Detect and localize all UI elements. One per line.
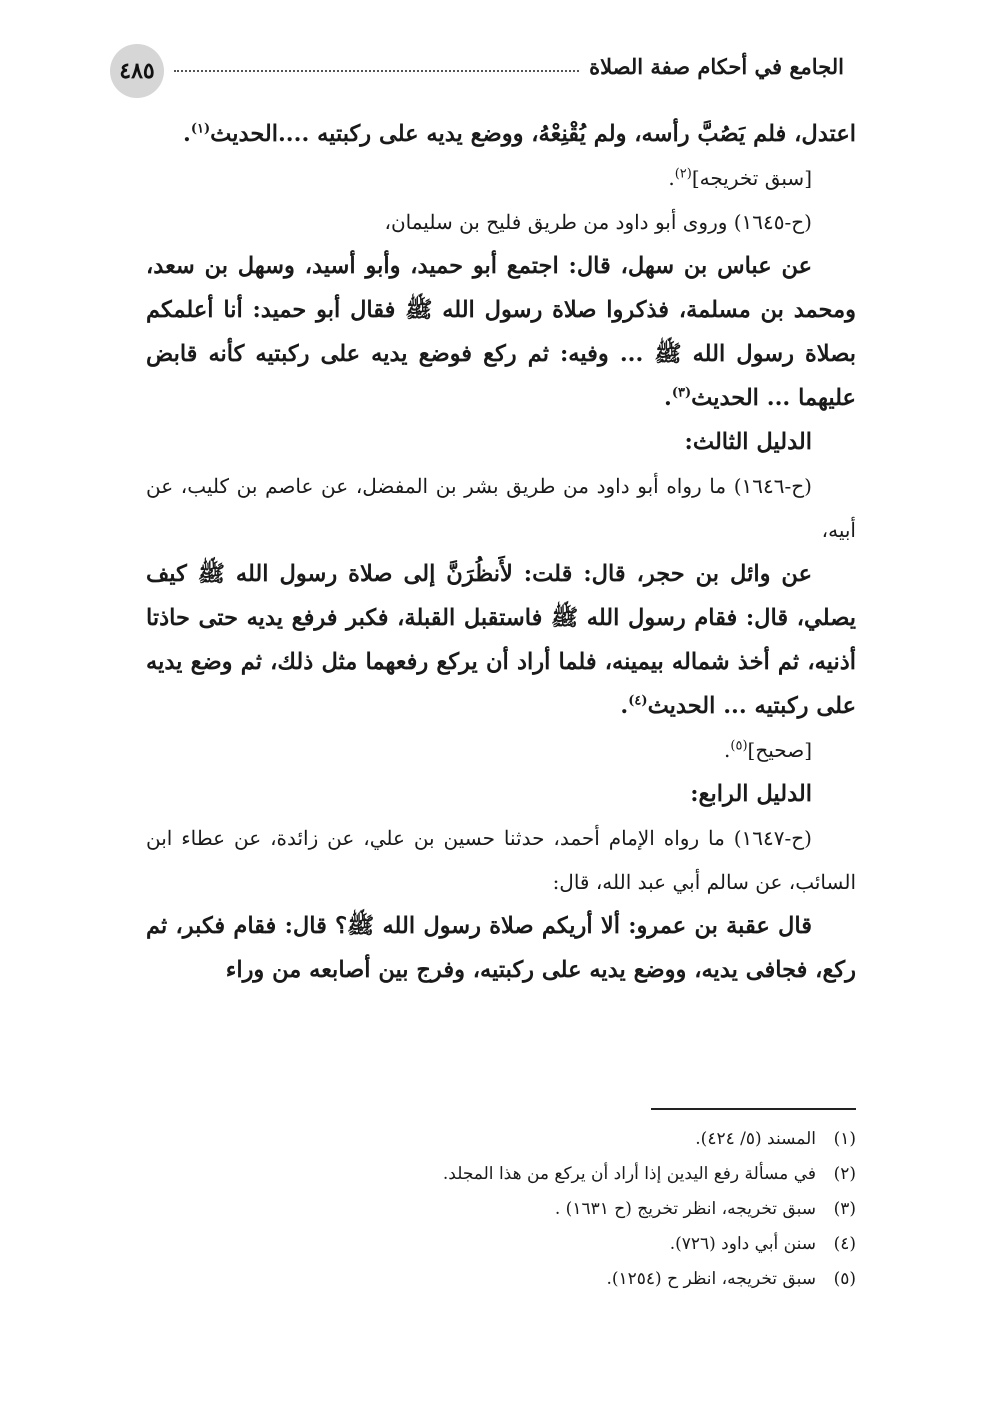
footnote-separator xyxy=(651,1108,856,1110)
footnote-1: (١)المسند (٥/ ٤٢٤). xyxy=(695,1129,856,1149)
body-text xyxy=(146,112,856,992)
footnotes xyxy=(146,1108,856,1297)
footnote-5: (٥)سبق تخريجه، انظر ح (١٢٥٤). xyxy=(606,1269,856,1289)
paragraph-narration-1645: (ح-١٦٤٥) وروى أبو داود من طريق فليح بن سليمان، xyxy=(384,210,812,234)
book-title: الجامع في أحكام صفة الصلاة xyxy=(589,54,844,79)
footnote-3: (٣)سبق تخريجه، انظر تخريج (ح ١٦٣١) . xyxy=(554,1199,856,1219)
footnote-ref-1: (١) xyxy=(190,121,211,137)
footnote-ref-2: (٢) xyxy=(674,166,692,182)
paragraph-hadith-wail: عن وائل بن حجر، قال: قلت: لأَنظُرَنَّ إلى صلاة رسول الله ﷺ كيف يصلي، قال: فقام رسول الله ﷺ فاستقبل القبلة، فكبر فرفع يديه حتى حاذتا أذنيه، ثم أخذ شماله بيمينه، فلما أراد أن يركع رفعهما مثل ذلك، ثم وضع يديه على ركبتيه ... الحديث$^{(٤)}$. xyxy=(146,561,856,719)
footnote-ref-3: (٣) xyxy=(671,385,692,401)
running-header xyxy=(164,54,844,79)
page-number: ٤٨٥ xyxy=(110,44,164,98)
paragraph-hadith-uqba: قال عقبة بن عمرو: ألا أريكم صلاة رسول الله ﷺ؟ قال: فقام فكبر، ثم ركع، فجافى يديه، ووضع يديه على ركبتيه، وفرج بين أصابعه من وراء xyxy=(146,913,856,983)
paragraph-narration-1646: (ح-١٦٤٦) ما رواه أبو داود من طريق بشر بن المفضل، عن عاصم بن كليب، عن أبيه، xyxy=(146,474,856,542)
footnote-ref-5: (٥) xyxy=(730,738,748,754)
footnote-2: (٢)في مسألة رفع اليدين إذا أراد أن يركع من هذا المجلد. xyxy=(442,1164,856,1184)
paragraph-narration-1647: (ح-١٦٤٧) ما رواه الإمام أحمد، حدثنا حسين بن علي، عن زائدة، عن عطاء ابن السائب، عن سالم أبي عبد الله، قال: xyxy=(146,826,856,894)
paragraph-takhrij-ref: [سبق تخريجه]$^{(٢)}$. xyxy=(668,166,812,190)
footnote-ref-4: (٤) xyxy=(628,693,648,709)
paragraph-hadith-abbas: عن عباس بن سهل، قال: اجتمع أبو حميد، وأبو أسيد، وسهل بن سعد، ومحمد بن مسلمة، فذكروا صلاة رسول الله ﷺ فقال أبو حميد: أنا أعلمكم بصلاة رسول الله ﷺ ... وفيه: ثم ركع فوضع يديه على ركبتيه كأنه قابض عليهما ... الحديث$^{(٣)}$. xyxy=(146,253,856,411)
paragraph-hadith-end: اعتدل، فلم يَصُبَّ رأسه، ولم يُقْنِعْهُ، ووضع يديه على ركبتيه ....الحديث$^{(١)}$. xyxy=(183,121,856,147)
heading-fourth-evidence: الدليل الرابع: xyxy=(690,781,812,807)
paragraph-sahih-grade: [صحيح]$^{(٥)}$. xyxy=(724,738,812,762)
header-dotted-leader xyxy=(174,70,579,72)
footnote-4: (٤)سنن أبي داود (٧٢٦). xyxy=(669,1234,856,1254)
heading-third-evidence: الدليل الثالث: xyxy=(684,429,812,455)
